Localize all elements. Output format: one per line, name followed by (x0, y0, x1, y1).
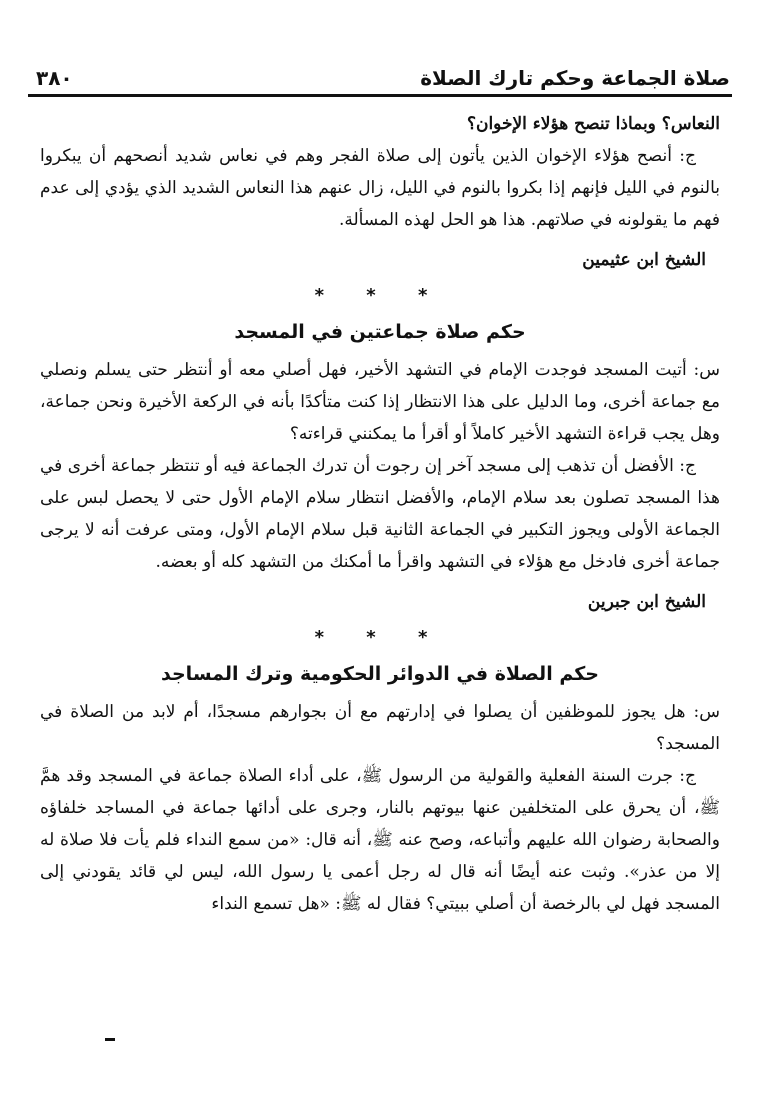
header-divider (28, 94, 732, 97)
question-paragraph: س: هل يجوز للموظفين أن يصلوا في إدارتهم مع أن بجوارهم مسجدًا، أم لابد من الصلاة في المسجد؟ (40, 702, 720, 754)
page-header (28, 66, 732, 96)
section-heading: حكم الصلاة في الدوائر الحكومية وترك المساجد (161, 663, 599, 685)
answer-paragraph: ج: أنصح هؤلاء الإخوان الذين يأتون إلى صلاة الفجر وهم في نعاس شديد أنصحهم أن يبكروا بالنوم في الليل فإنهم إذا بكروا بالنوم في الليل، زال عنهم هذا النعاس الشديد الذي يؤدي إلى عدم فهم ما يقولونه في صلاتهم. هذا هو الحل لهذه المسألة. (40, 146, 720, 230)
running-title: صلاة الجماعة وحكم تارك الصلاة (420, 66, 730, 90)
section-separator: * * * (314, 285, 446, 306)
author-signature: الشيخ ابن عثيمين (582, 250, 706, 270)
section-heading: حكم صلاة جماعتين في المسجد (234, 321, 526, 343)
footer-mark (105, 1038, 115, 1041)
question-paragraph: س: أتيت المسجد فوجدت الإمام في التشهد الأخير، فهل أصلي معه أو أنتظر حتى يسلم ونصلي مع جماعة أخرى، وما الدليل على هذا الانتظار إذا كنت متأكدًا بأنه في الركعة الأخيرة ونحن جماعة، وهل يجب قراءة التشهد الأخير كاملاً أو أقرأ ما يمكنني قراءته؟ (40, 360, 720, 444)
author-signature: الشيخ ابن جبرين (587, 592, 706, 612)
answer-paragraph: ج: الأفضل أن تذهب إلى مسجد آخر إن رجوت أن تدرك الجماعة فيه أو تنتظر جماعة أخرى في هذا المسجد تصلون بعد سلام الإمام، والأفضل انتظار سلام الإمام الأول حتى لا يحصل لبس على الجماعة الأولى ويجوز التكبير في الجماعة الثانية قبل سلام الإمام الأول، ومتى عرفت أنه لا يرجى جماعة أخرى فادخل مع هؤلاء في التشهد واقرأ ما أمكنك من التشهد كله أو بعضه. (40, 456, 720, 572)
question-continuation: النعاس؟ وبماذا تنصح هؤلاء الإخوان؟ (466, 114, 720, 134)
page-number: ٣٨٠ (36, 66, 73, 90)
section-separator: * * * (314, 627, 446, 648)
answer-paragraph: ج: جرت السنة الفعلية والقولية من الرسول ﷺ، على أداء الصلاة جماعة في المسجد وقد همَّ ﷺ، أن يحرق على المتخلفين عنها بيوتهم بالنار، وجرى على أدائها جماعة في المساجد خلفاؤه والصحابة رضوان الله عليهم وأتباعه، وصح عنه ﷺ، أنه قال: «من سمع النداء فلم يأت فلا صلاة له إلا من عذر». وثبت عنه أيضًا أنه قال له رجل أعمى يا رسول الله، ليس لي قائد يقودني إلى المسجد فهل لي بالرخصة أن أصلي ببيتي؟ فقال له ﷺ: «هل تسمع النداء (40, 766, 720, 914)
page-body (40, 108, 720, 920)
